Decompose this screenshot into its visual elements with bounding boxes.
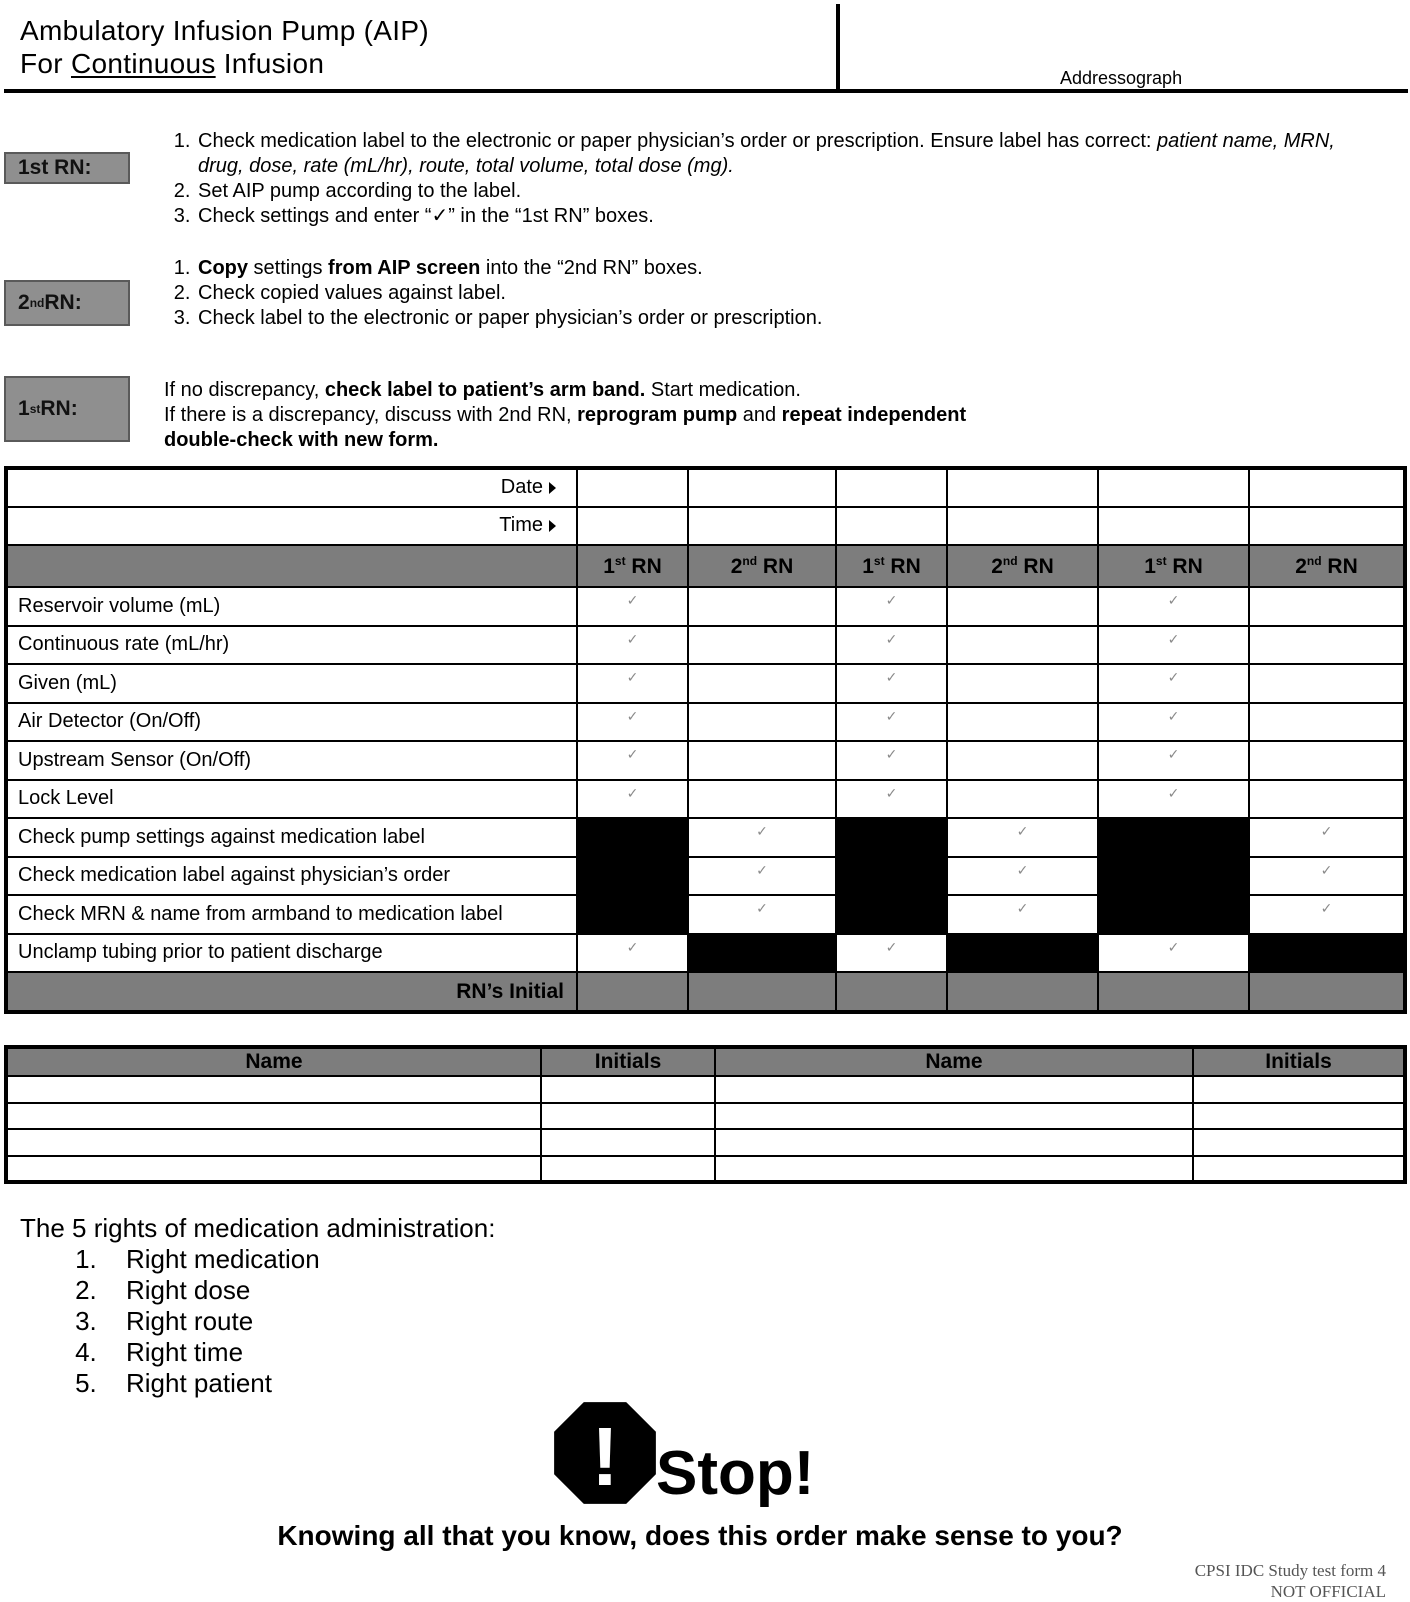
check-mark-icon: ✓ [1016,900,1029,916]
check-entry-cell[interactable] [1098,934,1249,973]
entry-cell[interactable] [947,626,1098,665]
entry-cell[interactable] [688,741,836,780]
right-item: 1. Right medication [104,1244,495,1275]
initials-cell[interactable] [1193,1156,1405,1183]
time-row [6,507,1405,546]
rn-initial-cell[interactable] [1249,972,1405,1012]
check-row [6,895,1405,934]
entry-cell[interactable] [1249,587,1405,626]
check-row [6,587,1405,626]
stop-octagon-icon [552,1400,658,1506]
second-rn-step-2: 2. Check copied values against label. [196,281,1164,306]
date-cell[interactable] [947,468,1098,507]
first-rn-step-1: 1. Check medication label to the electronic or paper physician’s order or prescription. Ensure label has correct: patient name, MRN, drug, dose, rate (mL/hr), route, total volume, total dose (mg). [196,129,1344,179]
check-entry-cell[interactable] [1098,741,1249,780]
check-mark-icon: ✓ [1167,746,1180,762]
check-entry-cell[interactable] [577,741,688,780]
blocked-cell [1249,934,1405,973]
check-mark-icon: ✓ [756,823,768,839]
footer-line-2: NOT OFFICIAL [1270,1582,1386,1601]
stop-question: Knowing all that you know, does this order make sense to you? [277,1520,1123,1551]
name-cell[interactable] [6,1076,541,1103]
check-entry-cell[interactable] [1098,664,1249,703]
names-row [6,1076,1405,1103]
rn-col-header: 1st RN [577,545,688,587]
entry-cell[interactable] [1249,741,1405,780]
check-mark-icon: ✓ [1167,592,1180,608]
entry-cell[interactable] [947,741,1098,780]
rn-col-header: 2nd RN [1249,545,1405,587]
check-entry-cell[interactable] [836,587,947,626]
name-cell[interactable] [6,1156,541,1183]
check-row [6,664,1405,703]
initials-cell[interactable] [541,1129,715,1156]
title-underlined: Continuous [70,48,216,79]
names-row [6,1156,1405,1183]
blocked-cell [688,934,836,973]
second-rn-step-3: 3. Check label to the electronic or paper physician’s order or prescription. [196,306,1164,331]
check-mark-icon: ✓ [885,669,898,685]
right-triangle-icon [549,482,556,494]
entry-cell[interactable] [688,703,836,742]
blocked-cell [1098,857,1249,896]
rn-initial-cell[interactable] [947,972,1098,1012]
check-row-label: Check medication label against physician’s order [6,857,577,896]
check-entry-cell[interactable] [1249,818,1405,857]
footer-line-1: CPSI IDC Study test form 4 [1194,1561,1386,1580]
check-mark-icon: ✓ [626,592,639,608]
check-entry-cell[interactable] [836,703,947,742]
first-rn-final-badge: 1 st RN: [4,376,130,442]
check-mark-icon: ✓ [1167,938,1180,955]
names-row [6,1103,1405,1130]
rn-col-header: 2nd RN [688,545,836,587]
date-cell[interactable] [836,468,947,507]
check-mark-icon: ✓ [626,938,639,955]
entry-cell[interactable] [688,780,836,819]
check-mark-icon: ✓ [626,630,639,647]
check-entry-cell[interactable] [577,934,688,973]
check-row-label: Upstream Sensor (On/Off) [6,741,577,780]
check-mark-icon: ✓ [885,630,898,647]
first-rn-steps [164,129,1344,229]
initials-cell[interactable] [1193,1103,1405,1130]
name-header: Name [715,1047,1193,1076]
header-divider-horizontal [4,89,1408,93]
pump-check-table [4,466,1407,1014]
check-row [6,818,1405,857]
rn-col-header: 1st RN [836,545,947,587]
check-entry-cell[interactable] [577,664,688,703]
time-cell[interactable] [577,507,688,546]
rn-initial-cell[interactable] [836,972,947,1012]
check-mark-icon: ✓ [885,746,898,762]
check-mark-icon: ✓ [626,669,639,685]
time-label: Time [6,507,577,546]
rn-initial-cell[interactable] [688,972,836,1012]
check-mark-icon: ✓ [626,746,639,762]
check-entry-cell[interactable] [836,780,947,819]
check-entry-cell[interactable] [1098,780,1249,819]
check-row-label: Unclamp tubing prior to patient discharge [6,934,577,973]
initials-cell[interactable] [1193,1129,1405,1156]
check-entry-cell[interactable] [947,818,1098,857]
right-item: 2. Right dose [104,1275,495,1306]
check-mark-icon: ✓ [1167,669,1180,685]
initials-cell[interactable] [541,1076,715,1103]
names-initials-table [4,1045,1407,1184]
rn-initial-cell[interactable] [577,972,688,1012]
check-mark-icon: ✓ [1167,630,1180,647]
right-item: 5. Right patient [104,1368,495,1399]
rn-col-header: 2nd RN [947,545,1098,587]
initials-header: Initials [541,1047,715,1076]
stop-word: Stop! [656,1439,815,1508]
check-mark-icon: ✓ [626,707,639,724]
check-mark-icon: ✓ [756,900,768,916]
check-row-label: Lock Level [6,780,577,819]
time-cell[interactable] [1249,507,1405,546]
entry-cell[interactable] [1249,703,1405,742]
check-entry-cell[interactable] [577,626,688,665]
check-row [6,703,1405,742]
date-cell[interactable] [577,468,688,507]
check-row-label: Check pump settings against medication label [6,818,577,857]
first-rn-step-2: 2. Set AIP pump according to the label. [196,179,1344,204]
title-line-2 [20,47,429,80]
header-divider-vertical [836,4,840,92]
check-row-label: Air Detector (On/Off) [6,703,577,742]
check-entry-cell[interactable] [836,934,947,973]
entry-cell[interactable] [947,703,1098,742]
check-entry-cell[interactable] [1098,626,1249,665]
check-row-label: Check MRN & name from armband to medication label [6,895,577,934]
name-cell[interactable] [6,1103,541,1130]
check-entry-cell[interactable] [1249,857,1405,896]
names-header-row [6,1047,1405,1076]
title-prefix: For [20,48,71,79]
entry-cell[interactable] [688,664,836,703]
date-cell[interactable] [1098,468,1249,507]
check-mark-icon: ✓ [1320,900,1333,916]
second-rn-steps [164,256,1164,331]
final-line-2: If there is a discrepancy, discuss with 2nd RN, reprogram pump and repeat independent [164,404,967,426]
time-cell[interactable] [836,507,947,546]
check-mark-icon: ✓ [1320,861,1333,878]
check-mark-icon: ✓ [885,707,898,724]
right-item: 3. Right route [104,1306,495,1337]
name-cell[interactable] [6,1129,541,1156]
name-cell[interactable] [715,1156,1193,1183]
first-rn-badge: 1st RN: [4,152,130,184]
entry-cell[interactable] [1249,626,1405,665]
blocked-cell [947,934,1098,973]
name-cell[interactable] [715,1076,1193,1103]
second-rn-step-1: 1. Copy settings from AIP screen into the “2nd RN” boxes. [196,256,1164,281]
rn-initial-row [6,972,1405,1012]
check-row [6,857,1405,896]
form-footer-note [1195,1560,1386,1602]
blocked-cell [577,857,688,896]
blocked-cell [577,895,688,934]
right-triangle-icon [549,520,556,532]
check-entry-cell[interactable] [836,741,947,780]
entry-cell[interactable] [947,664,1098,703]
addressograph-label: Addressograph [1060,68,1183,88]
check-mark-icon: ✓ [885,784,898,801]
check-entry-cell[interactable] [947,895,1098,934]
check-mark-icon: ✓ [1320,823,1333,839]
check-row [6,626,1405,665]
initials-cell[interactable] [541,1156,715,1183]
date-label: Date [6,468,577,507]
check-entry-cell[interactable] [577,703,688,742]
blocked-cell [577,818,688,857]
name-header: Name [6,1047,541,1076]
check-mark-icon: ✓ [626,784,639,801]
check-entry-cell[interactable] [577,780,688,819]
time-cell[interactable] [947,507,1098,546]
time-cell[interactable] [688,507,836,546]
entry-cell[interactable] [688,626,836,665]
check-entry-cell[interactable] [688,818,836,857]
final-line-1: If no discrepancy, check label to patient’s arm band. Start medication. [164,379,801,401]
check-row-label: Given (mL) [6,664,577,703]
entry-cell[interactable] [947,587,1098,626]
rn-header-row [6,545,1405,587]
check-mark-icon: ✓ [1016,823,1029,839]
blocked-cell [836,818,947,857]
rn-header-blank [6,545,577,587]
date-row [6,468,1405,507]
check-mark-icon: ✓ [1016,861,1029,878]
five-rights-heading: The 5 rights of medication administration: [20,1213,496,1243]
name-cell[interactable] [715,1129,1193,1156]
title-line-1: Ambulatory Infusion Pump (AIP) [20,15,429,46]
date-cell[interactable] [1249,468,1405,507]
check-mark-icon: ✓ [1167,784,1180,801]
check-entry-cell[interactable] [1098,587,1249,626]
rn-initial-label: RN’s Initial [6,972,577,1012]
check-entry-cell[interactable] [688,857,836,896]
rn-initial-cell[interactable] [1098,972,1249,1012]
blocked-cell [836,857,947,896]
stop-exclaim: ! [591,1409,619,1503]
check-mark-icon: ✓ [885,592,898,608]
final-line-3: double-check with new form. [164,429,439,451]
name-cell[interactable] [715,1103,1193,1130]
time-cell[interactable] [1098,507,1249,546]
check-mark-icon: ✓ [885,938,898,955]
blocked-cell [1098,895,1249,934]
check-row-label: Reservoir volume (mL) [6,587,577,626]
date-cell[interactable] [688,468,836,507]
check-row-label: Continuous rate (mL/hr) [6,626,577,665]
check-entry-cell[interactable] [577,587,688,626]
initials-header: Initials [1193,1047,1405,1076]
rn-col-header: 1st RN [1098,545,1249,587]
right-item: 4. Right time [104,1337,495,1368]
check-entry-cell[interactable] [947,857,1098,896]
check-entry-cell[interactable] [836,664,947,703]
check-entry-cell[interactable] [1098,703,1249,742]
first-rn-final-instructions [164,378,1164,453]
blocked-cell [1098,818,1249,857]
check-entry-cell[interactable] [1249,895,1405,934]
check-row [6,934,1405,973]
names-row [6,1129,1405,1156]
title-suffix: Infusion [215,48,325,79]
first-rn-step-3: 3. Check settings and enter “✓” in the “1st RN” boxes. [196,204,1344,229]
form-title [20,14,429,80]
five-rights [20,1213,495,1399]
entry-cell[interactable] [1249,780,1405,819]
check-mark-icon: ✓ [1167,707,1180,724]
entry-cell[interactable] [947,780,1098,819]
entry-cell[interactable] [688,587,836,626]
blocked-cell [836,895,947,934]
check-entry-cell[interactable] [836,626,947,665]
entry-cell[interactable] [1249,664,1405,703]
check-entry-cell[interactable] [688,895,836,934]
initials-cell[interactable] [1193,1076,1405,1103]
check-row [6,780,1405,819]
initials-cell[interactable] [541,1103,715,1130]
check-mark-icon: ✓ [756,861,768,878]
second-rn-badge: 2 nd RN: [4,280,130,326]
check-row [6,741,1405,780]
